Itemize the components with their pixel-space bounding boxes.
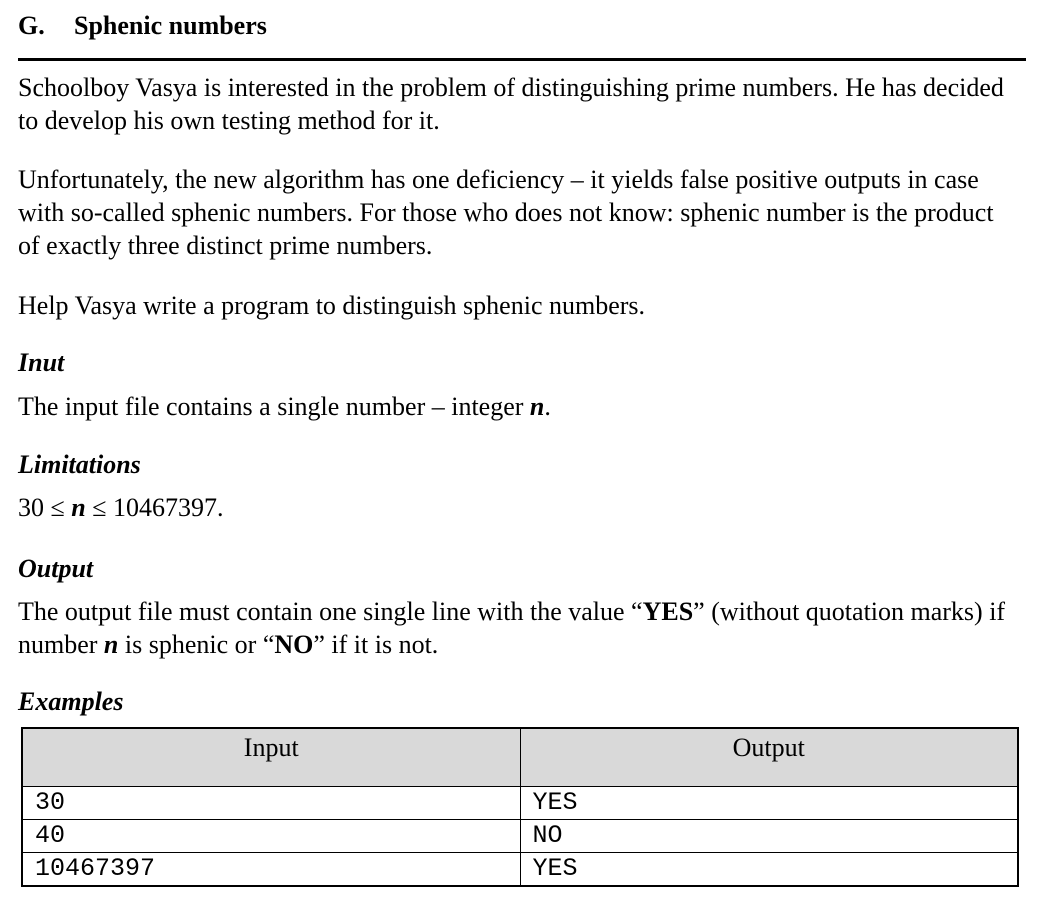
- no-keyword: NO: [274, 630, 314, 659]
- variable-n: n: [529, 392, 545, 421]
- title-divider: [18, 58, 1026, 61]
- output-text-4: ” if it is not.: [313, 630, 439, 659]
- input-heading: Inut: [18, 348, 65, 377]
- output-text-1: The output file must contain one single line with the value “: [18, 597, 643, 626]
- statement-paragraph-2: Unfortunately, the new algorithm has one deficiency – it yields false positive outputs in case with so-called sphenic numbers. For those who does not know: sphenic number is the product of exactly three distinct prime numbers.: [18, 165, 994, 260]
- column-header-output: Output: [520, 728, 1018, 787]
- input-text-end: .: [544, 392, 551, 421]
- problem-title: [18, 10, 267, 42]
- column-header-input: Input: [22, 728, 520, 787]
- examples-heading: Examples: [18, 687, 124, 716]
- yes-keyword: YES: [642, 597, 694, 626]
- output-text-3: is sphenic or “: [118, 630, 275, 659]
- input-description: [18, 390, 1018, 423]
- table-row: [22, 853, 1018, 887]
- limitations-heading: Limitations: [18, 450, 141, 479]
- limit-upper: ≤ 10467397.: [85, 493, 224, 522]
- examples-table: [21, 727, 1019, 887]
- limit-lower: 30 ≤: [18, 493, 72, 522]
- table-header-row: [22, 728, 1018, 787]
- statement-paragraph-3: Help Vasya write a program to distinguish sphenic numbers.: [18, 291, 646, 320]
- example-output-cell: NO: [520, 820, 1018, 853]
- example-input-cell: 40: [22, 820, 520, 853]
- example-output-cell: YES: [520, 853, 1018, 887]
- variable-n: n: [103, 630, 119, 659]
- example-output-cell: YES: [520, 787, 1018, 820]
- output-text-2: ” (without quotation marks) if number: [18, 597, 1006, 659]
- variable-n: n: [71, 493, 86, 522]
- statement-paragraph-1: Schoolboy Vasya is interested in the problem of distinguishing prime numbers. He has decided to develop his own testing method for it.: [18, 73, 1004, 135]
- example-input-cell: 30: [22, 787, 520, 820]
- table-row: [22, 787, 1018, 820]
- limitations-text: [18, 491, 1018, 524]
- input-text: The input file contains a single number – integer: [18, 392, 530, 421]
- table-row: [22, 820, 1018, 853]
- output-heading: Output: [18, 554, 94, 583]
- output-description: [18, 595, 1018, 661]
- problem-letter: G.: [18, 11, 45, 40]
- example-input-cell: 10467397: [22, 853, 520, 887]
- problem-name: Sphenic numbers: [74, 11, 267, 40]
